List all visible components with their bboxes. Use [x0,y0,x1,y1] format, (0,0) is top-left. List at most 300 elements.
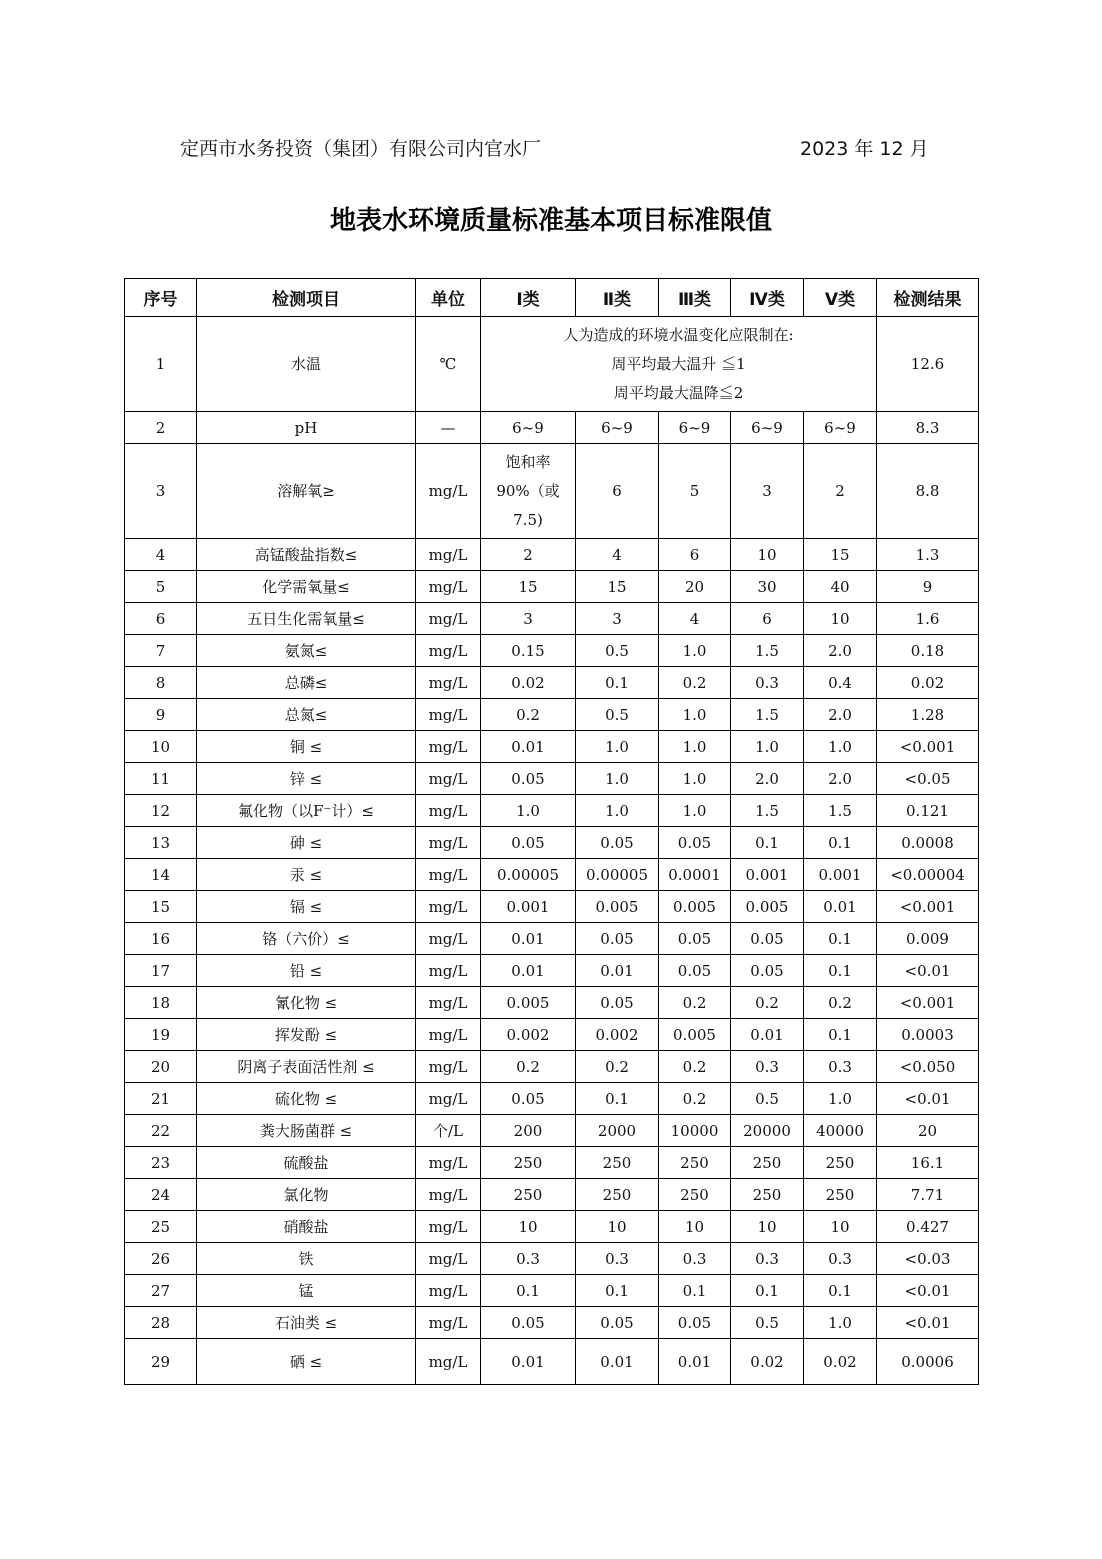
table-row [125,1307,979,1339]
cell-class-3: 1.0 [659,699,731,731]
cell-class-4: 250 [731,1147,804,1179]
cell-no: 18 [125,987,197,1019]
cell-result: 0.02 [877,667,979,699]
cell-result: 0.427 [877,1211,979,1243]
cell-class-5: 1.0 [804,1307,877,1339]
note-line: 周平均最大温降≦2 [613,383,744,402]
cell-result: <0.01 [877,955,979,987]
cell-class-4: 0.5 [731,1083,804,1115]
cell-unit: mg/L [416,859,481,891]
cell-class-5: 1.5 [804,795,877,827]
cell-class-2: 250 [576,1179,659,1211]
col-header-no: 序号 [125,279,197,317]
cell-unit: mg/L [416,731,481,763]
cell-result: 12.6 [877,317,979,412]
cell-item: 氯化物 [197,1179,416,1211]
cell-class-5: 2 [804,444,877,539]
cell-class-1: 0.01 [481,731,576,763]
cell-class-2: 3 [576,603,659,635]
cell-class-5: 2.0 [804,635,877,667]
cell-class-3: 0.005 [659,1019,731,1051]
cell-class-4: 10 [731,539,804,571]
cell-no: 3 [125,444,197,539]
cell-no: 23 [125,1147,197,1179]
cell-class-1: 0.01 [481,923,576,955]
col-header-unit: 单位 [416,279,481,317]
table-row [125,891,979,923]
cell-class-4: 10 [731,1211,804,1243]
cell-no: 27 [125,1275,197,1307]
cell-result: 1.28 [877,699,979,731]
cell-unit: mg/L [416,795,481,827]
table-row [125,1115,979,1147]
cell-class-1: 10 [481,1211,576,1243]
cell-class-5: 0.1 [804,1019,877,1051]
cell-unit: mg/L [416,1211,481,1243]
cell-no: 11 [125,763,197,795]
cell-class-3: 0.05 [659,1307,731,1339]
cell-no: 28 [125,1307,197,1339]
cell-item: 水温 [197,317,416,412]
cell-class-2: 1.0 [576,763,659,795]
cell-class-1: 200 [481,1115,576,1147]
cell-no: 19 [125,1019,197,1051]
cell-class-1: 2 [481,539,576,571]
cell-item: pH [197,412,416,444]
cell-item: 粪大肠菌群 ≤ [197,1115,416,1147]
cell-class-2: 0.1 [576,1275,659,1307]
cell-class-4: 0.2 [731,987,804,1019]
cell-class-5: 10 [804,1211,877,1243]
cell-item: 高锰酸盐指数≤ [197,539,416,571]
cell-class-1: 6~9 [481,412,576,444]
cell-class-4: 0.05 [731,955,804,987]
cell-unit: mg/L [416,987,481,1019]
cell-result: <0.05 [877,763,979,795]
cell-class-3: 0.05 [659,955,731,987]
col-header-result: 检测结果 [877,279,979,317]
cell-class-1: 0.02 [481,667,576,699]
cell-class-4: 0.5 [731,1307,804,1339]
cell-class-4: 0.01 [731,1019,804,1051]
cell-result: 1.6 [877,603,979,635]
cell-class-4: 6~9 [731,412,804,444]
cell-class-2: 4 [576,539,659,571]
cell-result: <0.001 [877,731,979,763]
table-row [125,699,979,731]
cell-result: 7.71 [877,1179,979,1211]
cell-item: 硫酸盐 [197,1147,416,1179]
cell-class-5: 0.3 [804,1243,877,1275]
cell-class-1: 0.15 [481,635,576,667]
cell-unit: mg/L [416,891,481,923]
cell-result: 16.1 [877,1147,979,1179]
organization-name: 定西市水务投资（集团）有限公司内官水厂 [180,138,542,160]
cell-class-2: 10 [576,1211,659,1243]
cell-item: 硝酸盐 [197,1211,416,1243]
cell-class-2: 0.05 [576,923,659,955]
cell-no: 6 [125,603,197,635]
cell-class-3: 0.01 [659,1339,731,1385]
cell-class-3: 0.005 [659,891,731,923]
cell-class-1: 0.2 [481,699,576,731]
table-row [125,1051,979,1083]
cell-class-3: 5 [659,444,731,539]
cell-class-4: 0.1 [731,1275,804,1307]
table-row [125,539,979,571]
cell-class-1: 3 [481,603,576,635]
cell-class-2: 6 [576,444,659,539]
cell-class-2: 6~9 [576,412,659,444]
cell-no: 22 [125,1115,197,1147]
cell-unit: mg/L [416,1083,481,1115]
cell-class-2: 0.5 [576,635,659,667]
cell-result: 0.18 [877,635,979,667]
cell-no: 20 [125,1051,197,1083]
cell-class-5: 15 [804,539,877,571]
cell-class-5: 250 [804,1147,877,1179]
col-header-class-5: Ⅴ类 [804,279,877,317]
report-date: 2023 年 12 月 [800,138,929,160]
table-row-dissolved-oxygen [125,444,979,539]
cell-item: 阴离子表面活性剂 ≤ [197,1051,416,1083]
cell-class-1: 1.0 [481,795,576,827]
cell-unit: mg/L [416,444,481,539]
cell-item: 挥发酚 ≤ [197,1019,416,1051]
cell-class-3: 1.0 [659,731,731,763]
cell-class-1: 0.05 [481,1307,576,1339]
cell-class-3: 250 [659,1147,731,1179]
col-header-class-1: Ⅰ类 [481,279,576,317]
cell-class-1 [481,444,576,539]
cell-class-3: 6 [659,539,731,571]
cell-class-1: 15 [481,571,576,603]
cell-class-1: 0.05 [481,1083,576,1115]
cell-item: 锌 ≤ [197,763,416,795]
cell-class-4: 1.5 [731,635,804,667]
cell-unit: mg/L [416,1051,481,1083]
cell-item: 总氮≤ [197,699,416,731]
cell-class-3: 20 [659,571,731,603]
cell-class-1: 0.005 [481,987,576,1019]
cell-class-2: 1.0 [576,731,659,763]
cell-class-3: 0.2 [659,1083,731,1115]
cell-unit: mg/L [416,827,481,859]
cell-class-5: 0.1 [804,1275,877,1307]
cell-result: 20 [877,1115,979,1147]
cell-unit: mg/L [416,1019,481,1051]
cell-class-4: 0.05 [731,923,804,955]
cell-temperature-note [481,317,877,412]
cell-class-3: 0.05 [659,827,731,859]
cell-class-1: 0.00005 [481,859,576,891]
cell-class-2: 0.01 [576,955,659,987]
cell-class-5: 0.3 [804,1051,877,1083]
cell-class-4: 20000 [731,1115,804,1147]
cell-class-5: 0.001 [804,859,877,891]
cell-class-2: 0.05 [576,987,659,1019]
table-row [125,1275,979,1307]
cell-no: 1 [125,317,197,412]
cell-class-3: 1.0 [659,635,731,667]
table-row [125,667,979,699]
table-row [125,412,979,444]
cell-class-4: 0.3 [731,1051,804,1083]
cell-result: <0.03 [877,1243,979,1275]
cell-class-2: 1.0 [576,795,659,827]
cell-no: 12 [125,795,197,827]
table-row [125,1179,979,1211]
cell-result: <0.050 [877,1051,979,1083]
cell-item: 硒 ≤ [197,1339,416,1385]
table-row [125,1339,979,1385]
cell-class-5: 6~9 [804,412,877,444]
cell-result: 8.8 [877,444,979,539]
cell-no: 2 [125,412,197,444]
cell-class-2: 0.1 [576,667,659,699]
cell-result: 9 [877,571,979,603]
cell-item: 化学需氧量≤ [197,571,416,603]
table-row [125,1211,979,1243]
cell-class-3: 0.2 [659,987,731,1019]
cell-unit: mg/L [416,571,481,603]
table-row [125,1147,979,1179]
cell-class-2: 15 [576,571,659,603]
cell-result: 0.121 [877,795,979,827]
cell-no: 7 [125,635,197,667]
cell-no: 10 [125,731,197,763]
cell-class-5: 0.01 [804,891,877,923]
note-line: 人为造成的环境水温变化应限制在: [563,325,794,344]
cell-class-4: 0.3 [731,1243,804,1275]
table-row [125,827,979,859]
table-row [125,955,979,987]
cell-class-5: 40000 [804,1115,877,1147]
cell-item: 砷 ≤ [197,827,416,859]
cell-class-4: 6 [731,603,804,635]
cell-class-1: 0.001 [481,891,576,923]
cell-item: 铁 [197,1243,416,1275]
cell-item: 溶解氧≥ [197,444,416,539]
cell-class-3: 0.0001 [659,859,731,891]
cell-item: 氰化物 ≤ [197,987,416,1019]
table-row [125,1019,979,1051]
col-header-class-2: Ⅱ类 [576,279,659,317]
cell-unit: mg/L [416,1243,481,1275]
cell-class-1: 0.05 [481,827,576,859]
cell-unit: mg/L [416,955,481,987]
cell-class-3: 250 [659,1179,731,1211]
cell-unit: 个/L [416,1115,481,1147]
cell-item: 铜 ≤ [197,731,416,763]
cell-result: 0.0008 [877,827,979,859]
cell-class-5: 2.0 [804,699,877,731]
cell-result: <0.00004 [877,859,979,891]
cell-result: 0.0006 [877,1339,979,1385]
cell-item: 汞 ≤ [197,859,416,891]
cell-unit: mg/L [416,763,481,795]
cell-class-5: 0.1 [804,827,877,859]
cell-no: 17 [125,955,197,987]
cell-result: 8.3 [877,412,979,444]
table-row [125,923,979,955]
cell-unit: mg/L [416,667,481,699]
cell-class-3: 0.2 [659,1051,731,1083]
cell-class-5: 10 [804,603,877,635]
cell-class-4: 30 [731,571,804,603]
cell-class-2: 0.3 [576,1243,659,1275]
cell-unit: mg/L [416,1179,481,1211]
cell-class-4: 1.5 [731,699,804,731]
cell-class-2: 0.005 [576,891,659,923]
cell-class-5: 0.1 [804,955,877,987]
cell-class-1: 250 [481,1179,576,1211]
cell-result: <0.01 [877,1083,979,1115]
cell-unit: mg/L [416,1275,481,1307]
cell-class-1: 0.002 [481,1019,576,1051]
cell-class-1: 250 [481,1147,576,1179]
cell-unit: mg/L [416,635,481,667]
cell-class-2: 0.01 [576,1339,659,1385]
cell-item: 石油类 ≤ [197,1307,416,1339]
cell-unit: mg/L [416,923,481,955]
table-row [125,1243,979,1275]
cell-class-1: 0.2 [481,1051,576,1083]
cell-result: <0.001 [877,891,979,923]
cell-unit: mg/L [416,603,481,635]
cell-item: 氟化物（以F⁻计）≤ [197,795,416,827]
cell-class-3: 10000 [659,1115,731,1147]
table-row-water-temp [125,317,979,412]
cell-no: 14 [125,859,197,891]
cell-item: 五日生化需氧量≤ [197,603,416,635]
table-row [125,635,979,667]
cell-item: 铅 ≤ [197,955,416,987]
cell-class-4: 0.3 [731,667,804,699]
table-row [125,859,979,891]
cell-no: 21 [125,1083,197,1115]
cell-no: 9 [125,699,197,731]
cell-class-4: 3 [731,444,804,539]
table-row [125,763,979,795]
cell-item: 锰 [197,1275,416,1307]
cell-line: 90%（或 [496,481,560,500]
cell-class-5: 0.2 [804,987,877,1019]
cell-class-3: 0.2 [659,667,731,699]
cell-class-4: 1.5 [731,795,804,827]
col-header-item: 检测项目 [197,279,416,317]
cell-item: 镉 ≤ [197,891,416,923]
col-header-class-4: Ⅳ类 [731,279,804,317]
cell-unit: mg/L [416,1339,481,1385]
cell-no: 16 [125,923,197,955]
cell-class-2: 2000 [576,1115,659,1147]
cell-no: 13 [125,827,197,859]
cell-class-4: 0.005 [731,891,804,923]
cell-class-2: 0.05 [576,1307,659,1339]
cell-class-3: 1.0 [659,763,731,795]
cell-class-4: 0.001 [731,859,804,891]
cell-result: <0.01 [877,1307,979,1339]
cell-item: 硫化物 ≤ [197,1083,416,1115]
cell-class-4: 2.0 [731,763,804,795]
cell-class-5: 1.0 [804,1083,877,1115]
cell-class-2: 0.00005 [576,859,659,891]
cell-class-5: 1.0 [804,731,877,763]
document-title: 地表水环境质量标准基本项目标准限值 [329,206,772,236]
note-line: 周平均最大温升 ≦1 [611,354,746,373]
cell-unit: mg/L [416,1147,481,1179]
cell-item: 铬（六价）≤ [197,923,416,955]
cell-class-5: 0.4 [804,667,877,699]
cell-result: 0.0003 [877,1019,979,1051]
cell-class-3: 6~9 [659,412,731,444]
cell-line: 7.5) [513,510,543,529]
col-header-class-3: Ⅲ类 [659,279,731,317]
cell-class-4: 0.02 [731,1339,804,1385]
cell-class-1: 0.3 [481,1243,576,1275]
cell-class-2: 0.05 [576,827,659,859]
cell-item: 总磷≤ [197,667,416,699]
table-header-row [125,279,979,317]
cell-result: 0.009 [877,923,979,955]
cell-class-3: 1.0 [659,795,731,827]
cell-result: <0.01 [877,1275,979,1307]
cell-class-3: 0.3 [659,1243,731,1275]
cell-unit: ℃ [416,317,481,412]
cell-no: 24 [125,1179,197,1211]
cell-class-4: 1.0 [731,731,804,763]
cell-line: 饱和率 [505,452,551,471]
cell-class-5: 250 [804,1179,877,1211]
cell-class-3: 0.1 [659,1275,731,1307]
cell-no: 4 [125,539,197,571]
cell-class-2: 0.5 [576,699,659,731]
cell-class-1: 0.01 [481,955,576,987]
standard-limits-table [124,278,979,1385]
cell-class-3: 10 [659,1211,731,1243]
cell-unit: mg/L [416,699,481,731]
table-row [125,603,979,635]
cell-class-5: 2.0 [804,763,877,795]
cell-class-1: 0.1 [481,1275,576,1307]
cell-class-1: 0.01 [481,1339,576,1385]
cell-item: 氨氮≤ [197,635,416,667]
cell-no: 5 [125,571,197,603]
cell-unit: mg/L [416,539,481,571]
table-row [125,795,979,827]
cell-class-4: 250 [731,1179,804,1211]
cell-no: 29 [125,1339,197,1385]
cell-no: 26 [125,1243,197,1275]
table-row [125,731,979,763]
cell-class-3: 0.05 [659,923,731,955]
cell-class-2: 250 [576,1147,659,1179]
cell-class-5: 40 [804,571,877,603]
cell-unit: — [416,412,481,444]
cell-class-2: 0.1 [576,1083,659,1115]
cell-no: 25 [125,1211,197,1243]
cell-class-5: 0.02 [804,1339,877,1385]
cell-class-3: 4 [659,603,731,635]
table-row [125,987,979,1019]
cell-result: <0.001 [877,987,979,1019]
cell-class-2: 0.002 [576,1019,659,1051]
cell-no: 8 [125,667,197,699]
cell-class-2: 0.2 [576,1051,659,1083]
cell-no: 15 [125,891,197,923]
cell-result: 1.3 [877,539,979,571]
